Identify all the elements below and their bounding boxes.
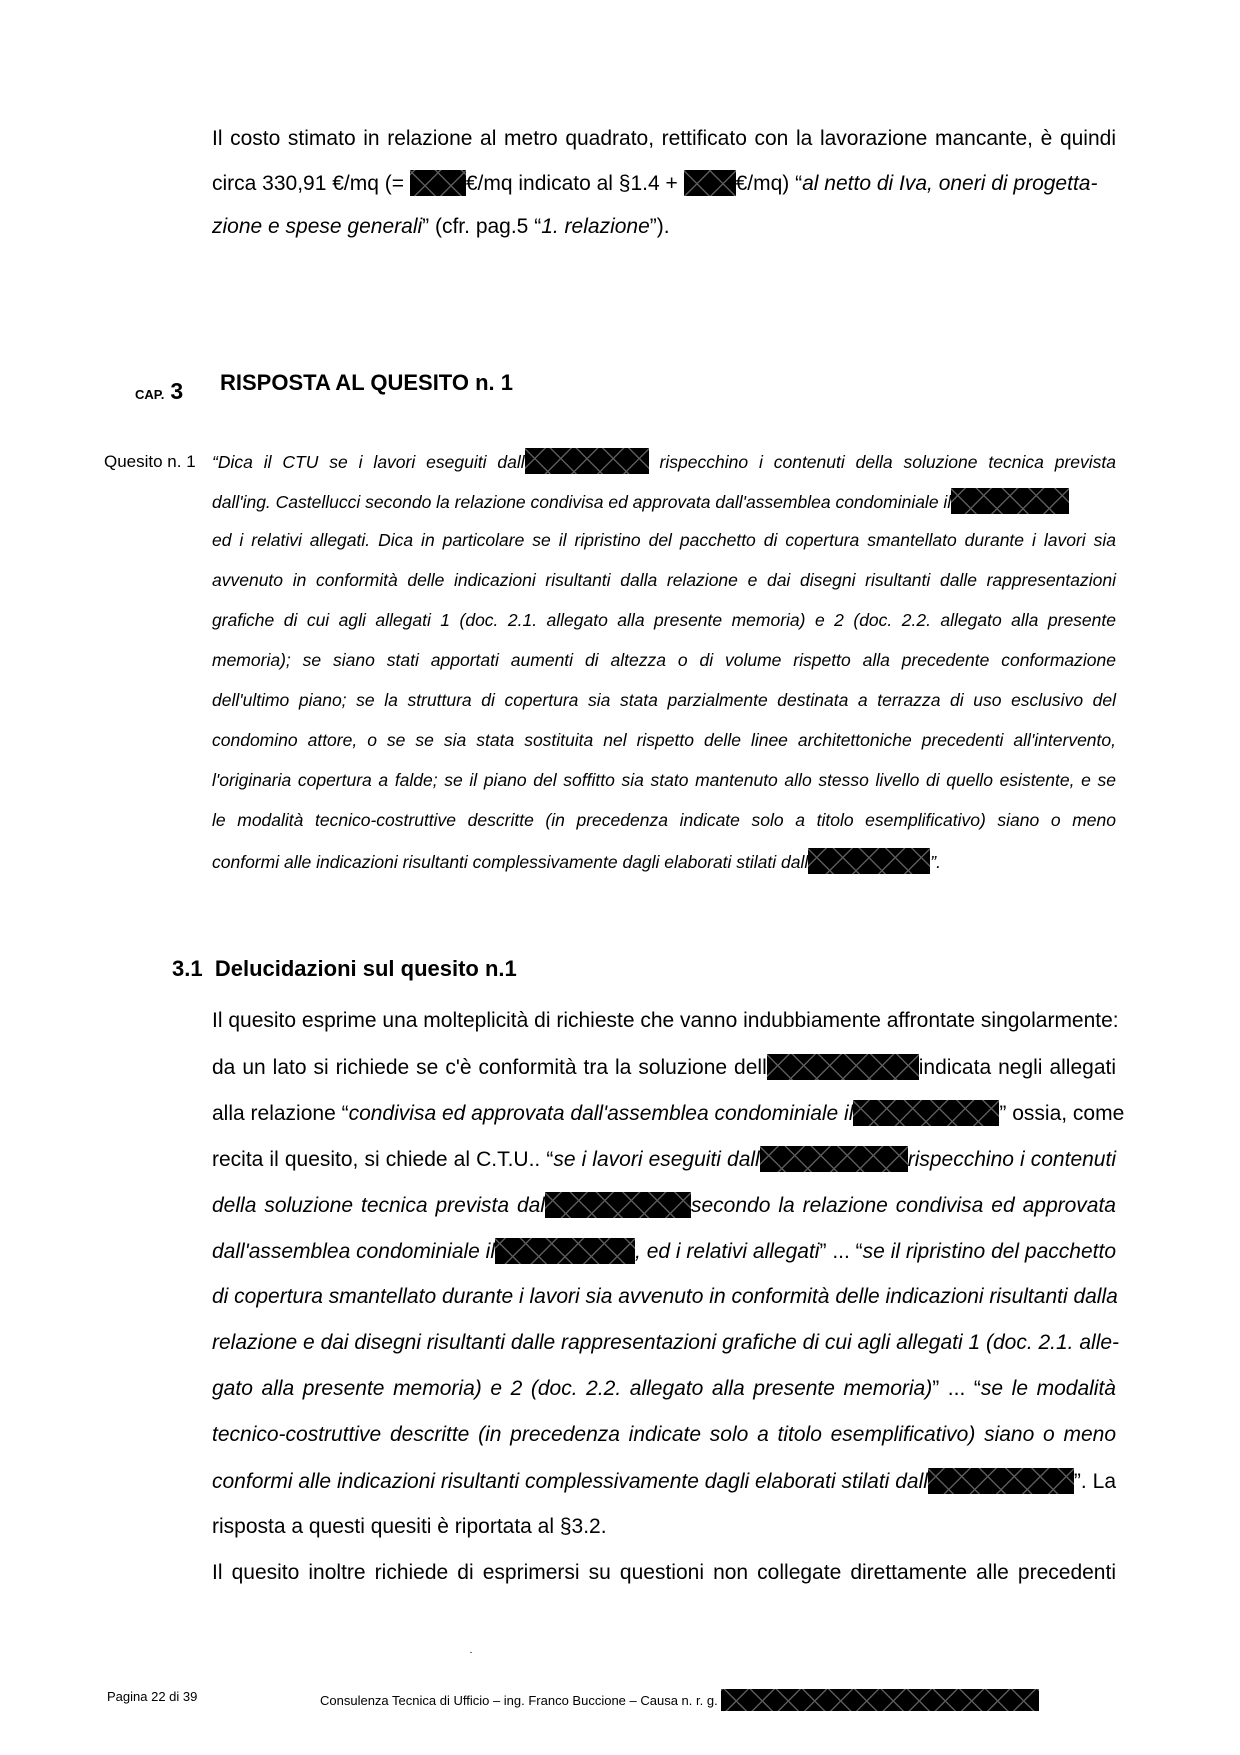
quesito-line (212, 488, 1116, 514)
text: relazione e dai disegni risultanti dalle rappresentazioni grafiche di cui agli allegati 1 (doc. 2.1. alle- (212, 1331, 1120, 1354)
text: se le modalità (980, 1377, 1116, 1400)
text: zione e spese generali (212, 215, 423, 238)
redaction-block (951, 488, 1069, 514)
body-line (212, 1422, 1116, 1448)
redaction-block (928, 1468, 1074, 1494)
chapter-number: 3 (170, 378, 184, 404)
redaction-block (525, 448, 649, 474)
redaction-block (545, 1192, 691, 1218)
text: se i lavori eseguiti dall (553, 1148, 760, 1171)
quesito-line (212, 848, 1116, 874)
text: secondo la relazione condivisa ed approvata (690, 1194, 1116, 1217)
body-line (212, 1054, 1116, 1081)
redaction-block (767, 1054, 919, 1080)
quesito-line (212, 528, 1116, 552)
text: se il ripristino del pacchetto (862, 1240, 1116, 1263)
section-number: 3.1 (172, 956, 203, 981)
quesito-label: Quesito n. 1 (104, 452, 196, 471)
quesito-line (212, 688, 1116, 712)
text: €/mq) “ (735, 172, 803, 195)
redaction-block (495, 1238, 635, 1264)
text: €/mq indicato al §1.4 + (465, 172, 684, 195)
text: le modalità tecnico-costruttive descritte (in precedenza indicate solo a titolo esemplificativo) siano o meno (212, 810, 1116, 830)
text: dell'ultimo piano; se la struttura di copertura sia stata parzialmente destinata a terrazza di uso esclusivo del (212, 690, 1116, 710)
chapter-heading (135, 378, 183, 405)
redaction-block (808, 848, 930, 874)
body-line (212, 1146, 1116, 1173)
quesito-line (212, 608, 1116, 632)
text: della soluzione tecnica prevista dal (212, 1194, 545, 1217)
quesito-line (212, 648, 1116, 672)
intro-line (212, 214, 1116, 240)
redaction-block (853, 1100, 999, 1126)
text: ” ossia, come (999, 1102, 1125, 1125)
body-line (212, 1284, 1116, 1310)
text: tecnico-costruttive descritte (in precedenza indicate solo a titolo esemplificativo) siano o meno (212, 1423, 1116, 1446)
text: alla relazione “ (212, 1102, 349, 1125)
text: ” (cfr. pag.5 “ (422, 215, 542, 238)
section-heading (172, 956, 517, 982)
body-line (212, 1008, 1119, 1034)
footer-page-number: Pagina 22 di 39 (107, 1689, 198, 1704)
text: ” ... “ (819, 1240, 863, 1263)
redaction-block (410, 170, 466, 196)
text: risposta a questi quesiti è riportata al §3.2. (212, 1515, 607, 1538)
body-line (212, 1192, 1116, 1219)
body-line (212, 1560, 1116, 1586)
footer-document-title: Consulenza Tecnica di Ufficio – ing. Franco Buccione – Causa n. r. g. (320, 1693, 718, 1708)
text: di copertura smantellato durante i lavori sia avvenuto in conformità delle indicazioni risultanti dalla (212, 1285, 1118, 1308)
text: al netto di Iva, oneri di progetta- (802, 172, 1098, 195)
text: condomino attore, o se se sia stata sostituita nel rispetto delle linee architettoniche precedenti all'intervento, (212, 730, 1116, 750)
text: circa 330,91 €/mq (= (212, 172, 410, 195)
text: “Dica il CTU se i lavori eseguiti dall (212, 452, 525, 472)
text: dall'ing. Castellucci secondo la relazione condivisa ed approvata dall'assemblea condominiale il (212, 492, 952, 512)
chapter-cap-word: CAP. (135, 387, 165, 402)
text: grafiche di cui agli allegati 1 (doc. 2.1. allegato alla presente memoria) e 2 (doc. 2.2. allegato alla presente (212, 610, 1116, 630)
text: ”. La (1073, 1470, 1116, 1493)
text: ”). (649, 215, 670, 238)
text: l'originaria copertura a falde; se il piano del soffitto sia stato mantenuto allo stesso livello di quello esistente, e se (212, 770, 1116, 790)
intro-line (212, 170, 1116, 197)
redaction-block (760, 1146, 908, 1172)
quesito-line (212, 448, 1116, 474)
redaction-block (684, 170, 736, 196)
body-line (212, 1514, 1116, 1540)
quesito-line (212, 728, 1116, 752)
text: ”. (930, 852, 941, 872)
text: , ed i relativi allegati (635, 1240, 820, 1263)
body-line (212, 1100, 1125, 1127)
intro-line (212, 126, 1116, 152)
text: Il quesito esprime una molteplicità di richieste che vanno indubbiamente affrontate singolarmente: (212, 1009, 1119, 1032)
quesito-line (212, 808, 1116, 832)
scan-mark (470, 1652, 472, 1653)
quesito-line (212, 768, 1116, 792)
section-title: Delucidazioni sul quesito n.1 (214, 956, 517, 981)
text: gato alla presente memoria) e 2 (doc. 2.2. allegato alla presente memoria) (212, 1377, 933, 1400)
text: conformi alle indicazioni risultanti complessivamente dagli elaborati stilati dall (212, 852, 809, 872)
text: conformi alle indicazioni risultanti complessivamente dagli elaborati stilati dall (212, 1470, 928, 1493)
body-line (212, 1330, 1120, 1356)
chapter-title: RISPOSTA AL QUESITO n. 1 (220, 370, 513, 395)
text: recita il quesito, si chiede al C.T.U.. “ (212, 1148, 554, 1171)
quesito-line (212, 568, 1116, 592)
text: Il costo stimato in relazione al metro quadrato, rettificato con la lavorazione mancante, è quindi (212, 127, 1116, 150)
text: avvenuto in conformità delle indicazioni risultanti dalla relazione e dai disegni risultanti dalle rappresentazioni (212, 570, 1116, 590)
text: indicata negli allegati (918, 1056, 1116, 1079)
text: rispecchino i contenuti della soluzione tecnica prevista (659, 452, 1116, 472)
text: 1. relazione (541, 215, 650, 238)
text: rispecchino i contenuti (907, 1148, 1116, 1171)
redaction-block (721, 1689, 1039, 1711)
text: ed i relativi allegati. Dica in particolare se il ripristino del pacchetto di copertura smantellato durante i lavori sia (212, 530, 1116, 550)
text: condivisa ed approvata dall'assemblea condominiale il (348, 1102, 854, 1125)
text: dall'assemblea condominiale il (212, 1240, 496, 1263)
body-line (212, 1238, 1116, 1265)
body-line (212, 1376, 1116, 1402)
text: Il quesito inoltre richiede di esprimersi su questioni non collegate direttamente alle precedenti (212, 1561, 1116, 1584)
footer-document-info (320, 1689, 1039, 1711)
text: da un lato si richiede se c'è conformità tra la soluzione dell (212, 1056, 767, 1079)
text: ” ... “ (932, 1377, 981, 1400)
body-line (212, 1468, 1116, 1495)
text: memoria); se siano stati apportati aumenti di altezza o di volume rispetto alla precedente conformazione (212, 650, 1116, 670)
